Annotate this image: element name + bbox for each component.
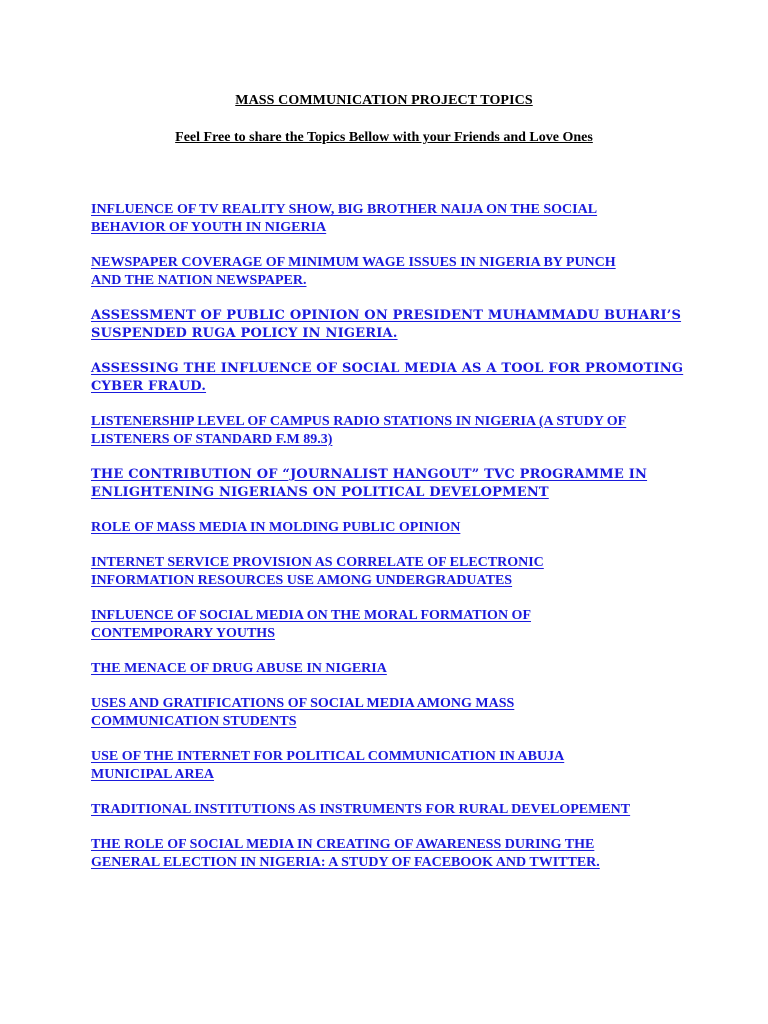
topic-link-tv-reality-show[interactable]: INFLUENCE OF TV REALITY SHOW, BIG BROTHER NAIJA ON THE SOCIAL BEHAVIOR OF YOUTH IN NIGERIA <box>91 202 598 235</box>
topic-link-uses-gratifications[interactable]: USES AND GRATIFICATIONS OF SOCIAL MEDIA AMONG MASS COMMUNICATION STUDENTS <box>91 696 515 729</box>
topic-link-journalist-hangout[interactable]: THE CONTRIBUTION OF “JOURNALIST HANGOUT” TVC PROGRAMME IN ENLIGHTENING NIGERIANS ON POLITICAL DEVELOPMENT <box>91 467 648 500</box>
topic-link-mass-media-opinion[interactable]: ROLE OF MASS MEDIA IN MOLDING PUBLIC OPINION <box>91 520 461 535</box>
page-title: MASS COMMUNICATION PROJECT TOPICS <box>235 93 533 108</box>
page-subtitle: Feel Free to share the Topics Bellow with your Friends and Love Ones <box>175 130 593 145</box>
topic-link-drug-abuse[interactable]: THE MENACE OF DRUG ABUSE IN NIGERIA <box>91 661 387 676</box>
topic-link-minimum-wage-coverage[interactable]: NEWSPAPER COVERAGE OF MINIMUM WAGE ISSUES IN NIGERIA BY PUNCH AND THE NATION NEWSPAPER. <box>91 255 616 288</box>
topic-link-cyber-fraud[interactable]: ASSESSING THE INFLUENCE OF SOCIAL MEDIA AS A TOOL FOR PROMOTING CYBER FRAUD. <box>91 361 684 394</box>
topic-link-internet-political-communication[interactable]: USE OF THE INTERNET FOR POLITICAL COMMUNICATION IN ABUJA MUNICIPAL AREA <box>91 749 565 782</box>
topic-link-internet-service-provision[interactable]: INTERNET SERVICE PROVISION AS CORRELATE OF ELECTRONIC INFORMATION RESOURCES USE AMONG UNDERGRADUATES <box>91 555 544 588</box>
topic-list <box>91 201 691 889</box>
topic-link-social-media-election[interactable]: THE ROLE OF SOCIAL MEDIA IN CREATING OF AWARENESS DURING THE GENERAL ELECTION IN NIGERIA: A STUDY OF FACEBOOK AND TWITTER. <box>91 837 600 870</box>
topic-link-traditional-institutions[interactable]: TRADITIONAL INSTITUTIONS AS INSTRUMENTS FOR RURAL DEVELOPEMENT <box>91 802 631 817</box>
topic-link-campus-radio[interactable]: LISTENERSHIP LEVEL OF CAMPUS RADIO STATIONS IN NIGERIA (A STUDY OF LISTENERS OF STANDARD F.M 89.3) <box>91 414 627 447</box>
topic-link-social-media-moral[interactable]: INFLUENCE OF SOCIAL MEDIA ON THE MORAL FORMATION OF CONTEMPORARY YOUTHS <box>91 608 532 641</box>
topic-link-ruga-policy[interactable]: ASSESSMENT OF PUBLIC OPINION ON PRESIDENT MUHAMMADU BUHARI’S SUSPENDED RUGA POLICY IN NIGERIA. <box>91 308 682 341</box>
